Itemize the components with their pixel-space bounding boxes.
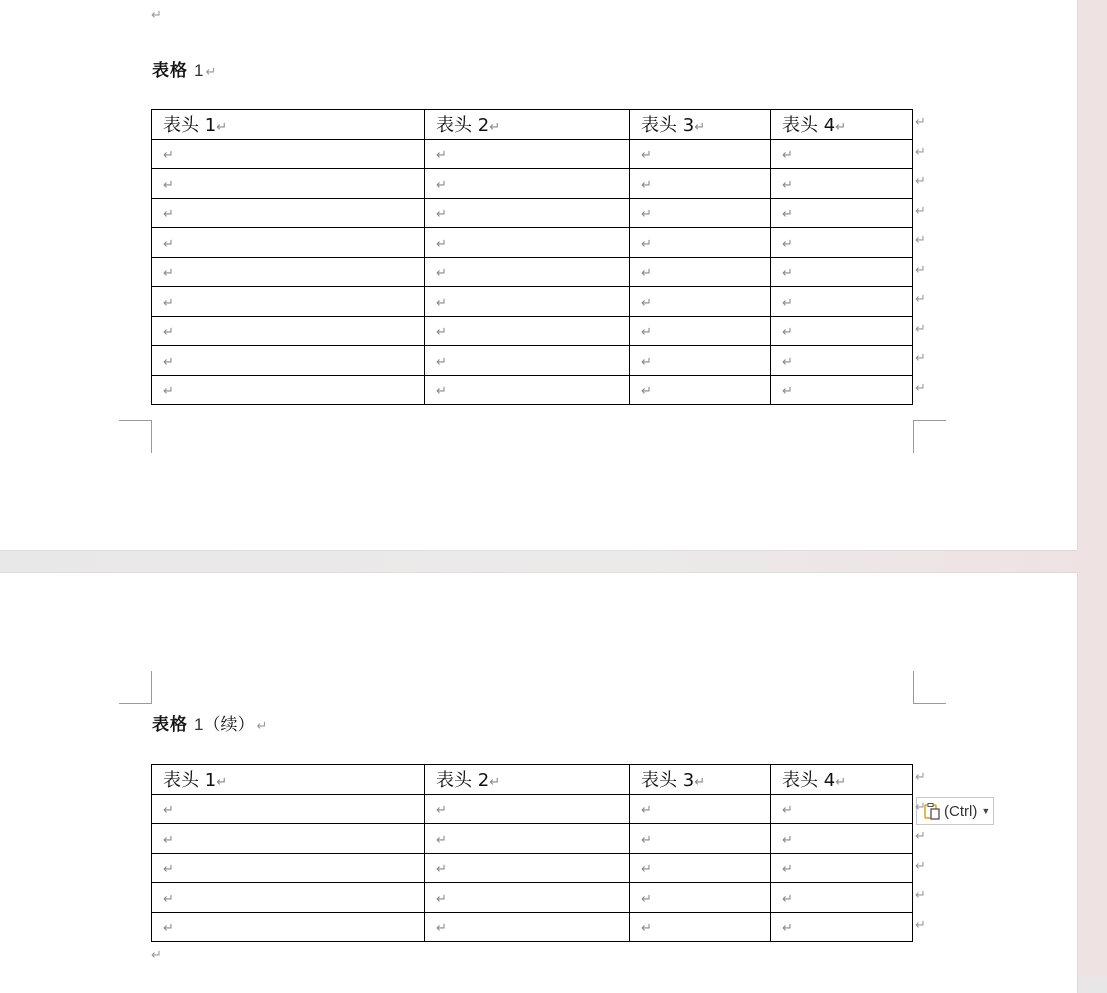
table-row: [152, 824, 913, 854]
table-cell[interactable]: [630, 794, 771, 824]
cell-mark: ↵: [436, 325, 447, 341]
header-cell[interactable]: [771, 765, 913, 795]
table-row: [152, 912, 913, 942]
cell-mark: ↵: [641, 207, 652, 223]
row-end-mark: ↵: [915, 351, 926, 367]
cell-mark: ↵: [782, 295, 793, 311]
table-cell[interactable]: [630, 139, 771, 169]
table-cell[interactable]: [630, 257, 771, 287]
table-cell[interactable]: [630, 316, 771, 346]
cell-mark: ↵: [163, 832, 174, 848]
table-cell[interactable]: [425, 139, 630, 169]
table-row: [152, 883, 913, 913]
header-text: 表头 2: [436, 770, 490, 792]
row-end-mark: ↵: [915, 858, 926, 874]
table-header-row: [152, 110, 913, 140]
cell-mark: ↵: [436, 354, 447, 370]
paragraph-mark: ↵: [151, 948, 162, 963]
table-row: [152, 316, 913, 346]
caption-label: 表格: [152, 715, 188, 735]
header-cell[interactable]: [630, 765, 771, 795]
table-cell[interactable]: [152, 824, 425, 854]
row-end-mark: ↵: [915, 380, 926, 396]
table-cell[interactable]: [152, 257, 425, 287]
cell-mark: ↵: [163, 325, 174, 341]
cell-mark: ↵: [436, 384, 447, 400]
cell-mark: ↵: [782, 325, 793, 341]
paragraph-mark: ↵: [151, 8, 162, 23]
header-text: 表头 4: [782, 115, 836, 137]
row-end-mark: ↵: [915, 262, 926, 278]
table-cell[interactable]: [425, 198, 630, 228]
table-cell[interactable]: [771, 346, 913, 376]
table-cell[interactable]: [771, 228, 913, 258]
table-cell[interactable]: [771, 257, 913, 287]
table-row: [152, 257, 913, 287]
table-cell[interactable]: [152, 228, 425, 258]
row-end-mark: ↵: [915, 144, 926, 160]
cell-mark: ↵: [641, 354, 652, 370]
paste-options-label: (Ctrl): [944, 802, 978, 820]
cell-mark: ↵: [782, 236, 793, 252]
table-row: [152, 139, 913, 169]
cell-mark: ↵: [641, 325, 652, 341]
cell-mark: ↵: [641, 862, 652, 878]
caption-number: 1: [194, 61, 204, 80]
table-row: [152, 198, 913, 228]
cell-mark: ↵: [835, 775, 847, 791]
table-cell[interactable]: [771, 883, 913, 913]
cell-mark: ↵: [782, 148, 793, 164]
cell-mark: ↵: [163, 354, 174, 370]
cell-mark: ↵: [436, 803, 447, 819]
row-end-mark: ↵: [915, 917, 926, 933]
caption-label: 表格: [152, 61, 188, 81]
table-cell[interactable]: [152, 853, 425, 883]
cell-mark: ↵: [835, 120, 847, 136]
row-end-mark: ↵: [915, 321, 926, 337]
table-cell[interactable]: [152, 375, 425, 405]
caption-suffix: （续）: [203, 715, 255, 735]
cell-mark: ↵: [163, 803, 174, 819]
cell-mark: ↵: [782, 384, 793, 400]
crop-mark: [119, 420, 152, 453]
cell-mark: ↵: [641, 295, 652, 311]
cell-mark: ↵: [694, 775, 706, 791]
cell-mark: ↵: [782, 207, 793, 223]
table-row: [152, 794, 913, 824]
row-end-mark: ↵: [915, 770, 926, 786]
table-cell[interactable]: [630, 198, 771, 228]
cell-mark: ↵: [641, 266, 652, 282]
caption-number: 1: [194, 715, 204, 734]
row-end-mark: ↵: [915, 888, 926, 904]
table-cell[interactable]: [630, 228, 771, 258]
cell-mark: ↵: [216, 775, 228, 791]
table-cell[interactable]: [425, 346, 630, 376]
header-cell[interactable]: [630, 110, 771, 140]
row-end-mark: ↵: [915, 292, 926, 308]
header-cell[interactable]: [771, 110, 913, 140]
table-cell[interactable]: [152, 912, 425, 942]
cell-mark: ↵: [782, 832, 793, 848]
row-end-mark: ↵: [915, 799, 926, 815]
table-cell[interactable]: [630, 912, 771, 942]
cell-mark: ↵: [436, 177, 447, 193]
cell-mark: ↵: [163, 295, 174, 311]
cell-mark: ↵: [436, 207, 447, 223]
cell-mark: ↵: [782, 266, 793, 282]
table-cell[interactable]: [152, 139, 425, 169]
table-row: [152, 169, 913, 199]
crop-mark: [913, 671, 946, 704]
cell-mark: ↵: [163, 236, 174, 252]
table-cell[interactable]: [771, 316, 913, 346]
table-caption: [152, 710, 267, 735]
table-cell[interactable]: [630, 346, 771, 376]
table-row: [152, 287, 913, 317]
table-cell[interactable]: [425, 287, 630, 317]
chevron-down-icon: ▼: [981, 806, 991, 816]
cell-mark: ↵: [163, 207, 174, 223]
table-cell[interactable]: [630, 169, 771, 199]
table-cell[interactable]: [771, 139, 913, 169]
cell-mark: ↵: [436, 921, 447, 937]
table-cell[interactable]: [152, 794, 425, 824]
table-caption: [152, 56, 216, 81]
header-text: 表头 1: [163, 770, 217, 792]
crop-mark: [913, 420, 946, 453]
header-text: 表头 2: [436, 115, 490, 137]
cell-mark: ↵: [436, 266, 447, 282]
table-cell[interactable]: [152, 169, 425, 199]
table-cell[interactable]: [425, 883, 630, 913]
table-1-continued[interactable]: [151, 764, 913, 942]
header-text: 表头 3: [641, 115, 695, 137]
table-cell[interactable]: [771, 853, 913, 883]
cell-mark: ↵: [163, 266, 174, 282]
table-cell[interactable]: [771, 794, 913, 824]
table-row: [152, 375, 913, 405]
table-cell[interactable]: [152, 287, 425, 317]
cell-mark: ↵: [436, 295, 447, 311]
cell-mark: ↵: [436, 891, 447, 907]
cell-mark: ↵: [436, 148, 447, 164]
table-1[interactable]: [151, 109, 913, 405]
table-cell[interactable]: [771, 375, 913, 405]
table-cell[interactable]: [425, 169, 630, 199]
table-cell[interactable]: [771, 912, 913, 942]
cell-mark: ↵: [436, 862, 447, 878]
table-cell[interactable]: [152, 883, 425, 913]
table-cell[interactable]: [630, 375, 771, 405]
cell-mark: ↵: [694, 120, 706, 136]
header-cell[interactable]: [425, 110, 630, 140]
cell-mark: ↵: [163, 148, 174, 164]
cell-mark: ↵: [782, 921, 793, 937]
table-cell[interactable]: [152, 316, 425, 346]
header-cell[interactable]: [152, 765, 425, 795]
table-cell[interactable]: [425, 375, 630, 405]
paragraph-mark: ↵: [256, 719, 268, 734]
row-end-mark: ↵: [915, 829, 926, 845]
crop-mark: [119, 671, 152, 704]
table-cell[interactable]: [425, 912, 630, 942]
row-end-mark: ↵: [915, 203, 926, 219]
cell-mark: ↵: [436, 236, 447, 252]
cell-mark: ↵: [782, 354, 793, 370]
header-text: 表头 3: [641, 770, 695, 792]
cell-mark: ↵: [163, 921, 174, 937]
cell-mark: ↵: [641, 148, 652, 164]
cell-mark: ↵: [641, 803, 652, 819]
cell-mark: ↵: [641, 177, 652, 193]
paragraph-mark: ↵: [205, 65, 217, 80]
table-cell[interactable]: [152, 198, 425, 228]
cell-mark: ↵: [163, 384, 174, 400]
cell-mark: ↵: [216, 120, 228, 136]
row-end-mark: ↵: [915, 174, 926, 190]
table-row: [152, 346, 913, 376]
table-cell[interactable]: [425, 794, 630, 824]
cell-mark: ↵: [436, 832, 447, 848]
table-cell[interactable]: [630, 853, 771, 883]
row-end-mark: ↵: [915, 233, 926, 249]
cell-mark: ↵: [163, 177, 174, 193]
cell-mark: ↵: [782, 177, 793, 193]
cell-mark: ↵: [489, 775, 501, 791]
cell-mark: ↵: [641, 921, 652, 937]
table-cell[interactable]: [425, 257, 630, 287]
cell-mark: ↵: [163, 891, 174, 907]
header-text: 表头 1: [163, 115, 217, 137]
cell-mark: ↵: [489, 120, 501, 136]
header-text: 表头 4: [782, 770, 836, 792]
cell-mark: ↵: [782, 803, 793, 819]
cell-mark: ↵: [641, 832, 652, 848]
table-row: [152, 228, 913, 258]
cell-mark: ↵: [782, 862, 793, 878]
cell-mark: ↵: [782, 891, 793, 907]
cell-mark: ↵: [163, 862, 174, 878]
table-cell[interactable]: [425, 853, 630, 883]
row-end-mark: ↵: [915, 115, 926, 131]
table-cell[interactable]: [771, 287, 913, 317]
table-cell[interactable]: [771, 824, 913, 854]
table-cell[interactable]: [630, 287, 771, 317]
cell-mark: ↵: [641, 891, 652, 907]
table-row: [152, 853, 913, 883]
table-cell[interactable]: [630, 883, 771, 913]
paste-options-button[interactable]: [916, 797, 994, 825]
table-cell[interactable]: [425, 824, 630, 854]
table-cell[interactable]: [630, 824, 771, 854]
table-cell[interactable]: [771, 169, 913, 199]
table-cell[interactable]: [425, 228, 630, 258]
table-cell[interactable]: [771, 198, 913, 228]
header-cell[interactable]: [152, 110, 425, 140]
table-header-row: [152, 765, 913, 795]
cell-mark: ↵: [641, 236, 652, 252]
table-cell[interactable]: [152, 346, 425, 376]
cell-mark: ↵: [641, 384, 652, 400]
table-cell[interactable]: [425, 316, 630, 346]
header-cell[interactable]: [425, 765, 630, 795]
